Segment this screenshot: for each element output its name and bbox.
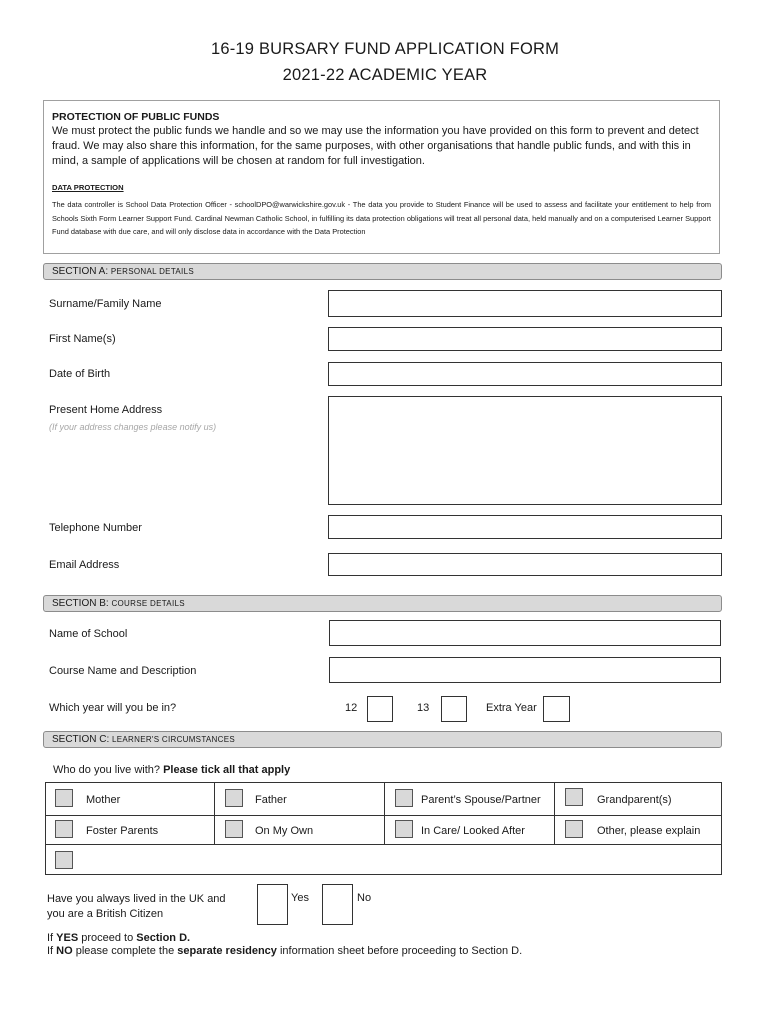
surname-label: Surname/Family Name bbox=[49, 298, 162, 310]
live-with-text: Who do you live with? bbox=[53, 764, 164, 776]
if-yes-instruction bbox=[47, 932, 190, 944]
year-13-checkbox[interactable] bbox=[441, 696, 467, 722]
telephone-field[interactable] bbox=[328, 515, 722, 539]
father-label: Father bbox=[255, 794, 287, 806]
academic-year: 2021-22 ACADEMIC YEAR bbox=[282, 66, 488, 84]
mother-label: Mother bbox=[86, 794, 121, 806]
year-12-checkbox[interactable] bbox=[367, 696, 393, 722]
uk-yes-checkbox[interactable] bbox=[257, 884, 288, 925]
in-care-checkbox[interactable] bbox=[395, 820, 413, 838]
year-13-label: 13 bbox=[417, 702, 430, 714]
section-b-prefix: SECTION B: bbox=[52, 598, 112, 609]
if-no-post: information sheet before proceeding to Section D. bbox=[276, 945, 523, 957]
year-question: Which year will you be in? bbox=[49, 702, 177, 714]
live-with-instruction: Please tick all that apply bbox=[163, 764, 291, 776]
section-c-title: LEARNER'S CIRCUMSTANCES bbox=[112, 735, 235, 744]
year-12-label: 12 bbox=[345, 702, 358, 714]
email-label: Email Address bbox=[49, 559, 120, 571]
address-hint: (If your address changes please notify us) bbox=[49, 422, 217, 432]
dob-field[interactable] bbox=[328, 362, 722, 386]
if-no-instruction bbox=[47, 945, 522, 957]
protection-notice bbox=[43, 100, 720, 254]
other-explain-checkbox[interactable] bbox=[55, 851, 73, 869]
school-field[interactable] bbox=[329, 620, 721, 646]
other-checkbox[interactable] bbox=[565, 820, 583, 838]
telephone-label: Telephone Number bbox=[49, 522, 142, 534]
data-protection-body: The data controller is School Data Protection Officer - schoolDPO@warwickshire.gov.uk - The data you provide to Student Finance will be used to assess and facilitate your entitlement to help from Schools Sixth Form Learner Support Fund. Cardinal Newman Catholic School, in fulfilling its data protection obligations will treat all personal data, held manually and on a computerised Learner Support Fund database with due care, and will only disclose data in accordance with the Data Protection bbox=[52, 200, 711, 236]
living-situation-grid bbox=[45, 782, 722, 875]
foster-parents-checkbox[interactable] bbox=[55, 820, 73, 838]
section-a-header bbox=[43, 263, 722, 280]
section-c-header bbox=[43, 731, 722, 748]
extra-year-label: Extra Year bbox=[486, 702, 537, 714]
grandparents-label: Grandparent(s) bbox=[597, 794, 672, 806]
first-name-field[interactable] bbox=[328, 327, 722, 351]
live-with-question bbox=[53, 764, 290, 776]
extra-year-checkbox[interactable] bbox=[543, 696, 570, 722]
parent-spouse-checkbox[interactable] bbox=[395, 789, 413, 807]
data-protection-heading: DATA PROTECTION bbox=[52, 183, 124, 192]
uk-yes-label: Yes bbox=[291, 892, 309, 904]
parent-spouse-label: Parent’s Spouse/Partner bbox=[421, 794, 541, 806]
if-yes-bold: YES bbox=[56, 932, 79, 944]
uk-question-line1: Have you always lived in the UK and bbox=[47, 893, 226, 905]
course-field[interactable] bbox=[329, 657, 721, 683]
on-my-own-checkbox[interactable] bbox=[225, 820, 243, 838]
if-no-bold2: separate residency bbox=[177, 945, 277, 957]
section-b-header bbox=[43, 595, 722, 612]
section-a-title: PERSONAL DETAILS bbox=[110, 267, 194, 276]
uk-question-line2: you are a British Citizen bbox=[47, 908, 164, 920]
form-title: 16-19 BURSARY FUND APPLICATION FORM bbox=[210, 40, 560, 58]
on-my-own-label: On My Own bbox=[255, 825, 314, 837]
if-no-bold: NO bbox=[56, 945, 73, 957]
address-field[interactable] bbox=[328, 396, 722, 505]
course-label: Course Name and Description bbox=[49, 665, 197, 677]
father-checkbox[interactable] bbox=[225, 789, 243, 807]
section-c-prefix: SECTION C: bbox=[52, 734, 113, 745]
uk-no-label: No bbox=[357, 892, 372, 904]
foster-parents-label: Foster Parents bbox=[86, 825, 159, 837]
if-yes-pre: If bbox=[47, 932, 57, 944]
section-a-prefix: SECTION A: bbox=[52, 266, 111, 277]
uk-no-checkbox[interactable] bbox=[322, 884, 353, 925]
surname-field[interactable] bbox=[328, 290, 722, 317]
grandparents-checkbox[interactable] bbox=[565, 788, 583, 806]
dob-label: Date of Birth bbox=[49, 368, 111, 380]
first-name-label: First Name(s) bbox=[49, 333, 116, 345]
other-label: Other, please explain bbox=[597, 825, 701, 837]
in-care-label: In Care/ Looked After bbox=[421, 825, 525, 837]
if-no-pre: If bbox=[47, 945, 57, 957]
if-no-mid: please complete the bbox=[72, 945, 178, 957]
protection-body: We must protect the public funds we handle and so we may use the information you have provided on this form to prevent and detect fraud. We may also share this information, for the same purposes, with other organisations that handle public funds, and with this in mind, a sample of applications will be chosen at random for full investigation. bbox=[52, 125, 699, 167]
if-yes-mid: proceed to bbox=[78, 932, 137, 944]
section-b-title: COURSE DETAILS bbox=[111, 599, 185, 608]
address-label: Present Home Address bbox=[49, 404, 163, 416]
mother-checkbox[interactable] bbox=[55, 789, 73, 807]
school-label: Name of School bbox=[49, 628, 128, 640]
email-field[interactable] bbox=[328, 553, 722, 576]
if-yes-target: Section D. bbox=[136, 932, 191, 944]
uk-citizen-question bbox=[47, 892, 226, 922]
protection-heading: PROTECTION OF PUBLIC FUNDS bbox=[52, 111, 220, 123]
